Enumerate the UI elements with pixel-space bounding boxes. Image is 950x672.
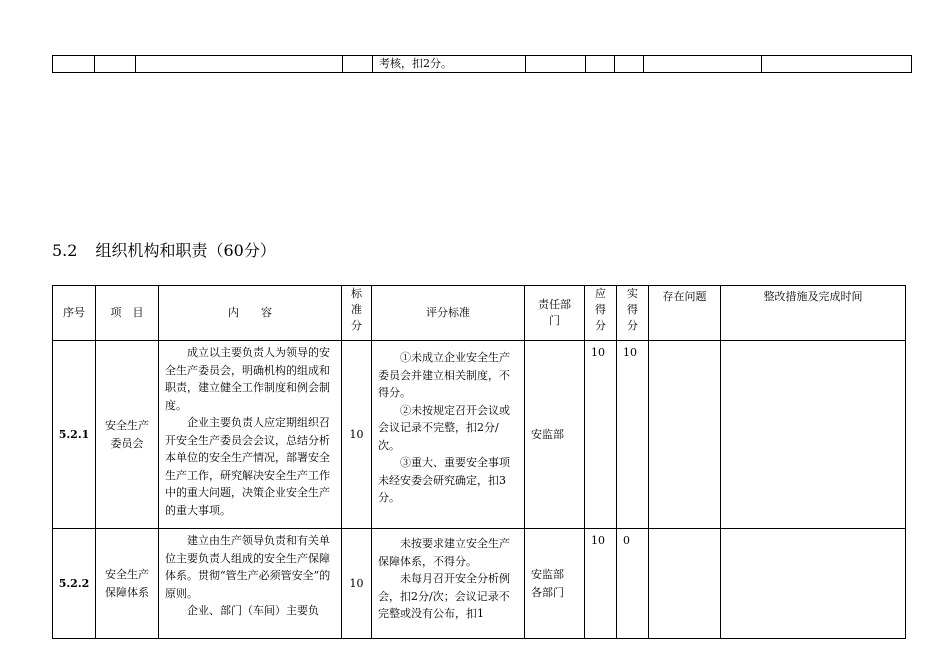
header-dept: 责任部 门 <box>525 286 585 341</box>
header-content: 内 容 <box>159 286 342 341</box>
header-due-score: 应 得 分 <box>585 286 617 341</box>
row-rectification <box>721 529 906 639</box>
previous-page-table <box>52 55 912 73</box>
row-criteria: 未按要求建立安全生产保障体系，不得分。 未每月召开安全分析例会，扣2分/次；会议记录不完整或没有公布，扣1 <box>372 529 525 639</box>
table-row <box>53 529 906 639</box>
row-standard-score: 10 <box>342 341 372 529</box>
row-item: 安全生产 保障体系 <box>96 529 159 639</box>
header-seq: 序号 <box>53 286 96 341</box>
row-item: 安全生产 委员会 <box>96 341 159 529</box>
header-criteria: 评分标准 <box>372 286 525 341</box>
header-problems: 存在问题 <box>649 286 721 341</box>
section-heading <box>52 238 276 261</box>
section-title: 组织机构和职责（60分） <box>95 241 276 260</box>
row-content: 建立由生产领导负责和有关单位主要负责人组成的安全生产保障体系。贯彻“管生产必须管安全”的原则。 企业、部门（车间）主要负 <box>159 529 342 639</box>
header-standard-score: 标 准 分 <box>342 286 372 341</box>
table-row <box>53 56 912 73</box>
row-problems <box>649 341 721 529</box>
row-seq: 5.2.2 <box>53 529 96 639</box>
row-content: 成立以主要负责人为领导的安全生产委员会，明确机构的组成和职责，建立健全工作制度和例会制度。 企业主要负责人应定期组织召开安全生产委员会会议，总结分析本单位的安全生产情况，部署安全生产工作，研究解决安全生产工作中的重大问题，决策企业安全生产的重大事项。 <box>159 341 342 529</box>
header-item: 项 目 <box>96 286 159 341</box>
header-rectification: 整改措施及完成时间 <box>721 286 906 341</box>
row-due-score: 10 <box>585 341 617 529</box>
scoring-criteria-cell: 考核，扣2分。 <box>373 56 526 73</box>
row-rectification <box>721 341 906 529</box>
row-dept: 安监部 <box>525 341 585 529</box>
row-actual-score: 10 <box>617 341 649 529</box>
assessment-table <box>52 285 906 639</box>
section-number: 5.2 <box>52 241 78 260</box>
row-due-score: 10 <box>585 529 617 639</box>
table-header-row <box>53 286 906 341</box>
row-criteria: ①未成立企业安全生产委员会并建立相关制度，不得分。 ②未按规定召开会议或会议记录不完整，扣2分/次。 ③重大、重要安全事项未经安委会研究确定，扣3分。 <box>372 341 525 529</box>
table-row <box>53 341 906 529</box>
row-dept: 安监部 各部门 <box>525 529 585 639</box>
row-standard-score: 10 <box>342 529 372 639</box>
header-actual-score: 实 得 分 <box>617 286 649 341</box>
row-seq: 5.2.1 <box>53 341 96 529</box>
row-actual-score: 0 <box>617 529 649 639</box>
row-problems <box>649 529 721 639</box>
